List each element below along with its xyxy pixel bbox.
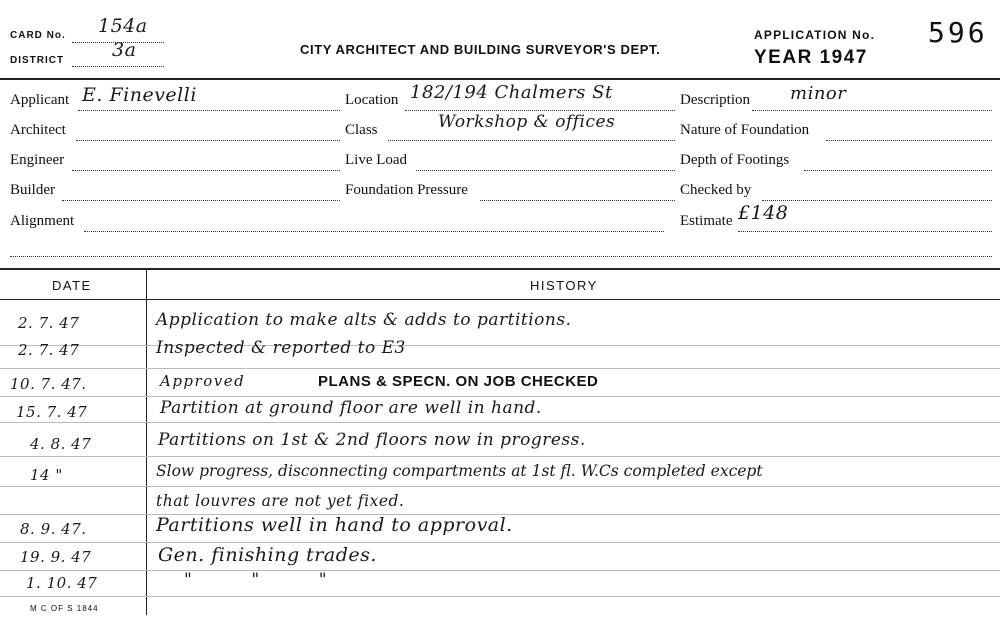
builder-label: Builder [10,182,55,198]
print-code: M C OF S 1844 [30,604,99,613]
engineer-label: Engineer [10,152,65,168]
nature-of-foundation-label: Nature of Foundation [680,122,810,138]
estimate-label: Estimate [680,213,733,229]
row-entry: Gen. finishing trades. [158,544,377,566]
plans-checked-stamp: PLANS & SPECN. ON JOB CHECKED [318,373,599,390]
district-label: DISTRICT [10,55,65,66]
row-entry: Partition at ground floor are well in hand. [160,398,542,418]
class-label: Class [345,122,378,138]
card-no-value: 154a [98,15,148,37]
history-top-divider [0,268,1000,270]
year-label: YEAR 1947 [754,47,868,68]
location-value: 182/194 Chalmers St [410,82,613,103]
applicant-label: Applicant [10,92,70,108]
date-column-header: DATE [52,278,92,293]
checked-by-label: Checked by [680,182,752,198]
applicant-value: E. Finevelli [82,84,197,106]
district-value: 3a [112,39,137,61]
application-no-label: APPLICATION No. [754,28,876,42]
card-no-label: CARD No. [10,30,66,41]
architect-label: Architect [10,122,66,138]
estimate-value: £148 [738,202,789,224]
live-load-label: Live Load [345,152,408,168]
row-entry: Partitions on 1st & 2nd floors now in progress. [158,430,586,450]
row-date: 14 " [30,466,63,484]
date-column-divider [146,270,147,615]
description-value: minor [790,83,847,104]
foundation-pressure-label: Foundation Pressure [345,182,468,198]
row-entry: " " " [184,570,328,590]
row-date: 1. 10. 47 [26,574,98,592]
class-value: Workshop & offices [438,112,616,132]
alignment-label: Alignment [10,213,75,229]
depth-of-footings-label: Depth of Footings [680,152,790,168]
header-divider [0,78,1000,80]
row-entry: Approved [160,372,246,390]
row-entry: that louvres are not yet fixed. [156,492,405,510]
history-header-divider [0,299,1000,300]
row-date: 2. 7. 47 [18,341,80,359]
row-entry: Partitions well in hand to approval. [156,514,513,536]
location-label: Location [345,92,399,108]
row-date: 2. 7. 47 [18,314,80,332]
application-no-value: 596 [928,16,988,49]
row-date: 15. 7. 47 [16,403,88,421]
row-entry: Inspected & reported to E3 [156,338,406,358]
description-label: Description [680,92,750,108]
row-date: 8. 9. 47. [20,520,87,538]
row-entry: Slow progress, disconnecting compartments at 1st fl. W.Cs completed except [156,462,763,480]
row-date: 19. 9. 47 [20,548,92,566]
row-entry: Application to make alts & adds to partitions. [156,310,572,330]
row-date: 4. 8. 47 [30,435,92,453]
department-title: CITY ARCHITECT AND BUILDING SURVEYOR'S DEPT. [300,42,661,57]
history-column-header: HISTORY [530,278,598,293]
row-date: 10. 7. 47. [10,375,87,393]
